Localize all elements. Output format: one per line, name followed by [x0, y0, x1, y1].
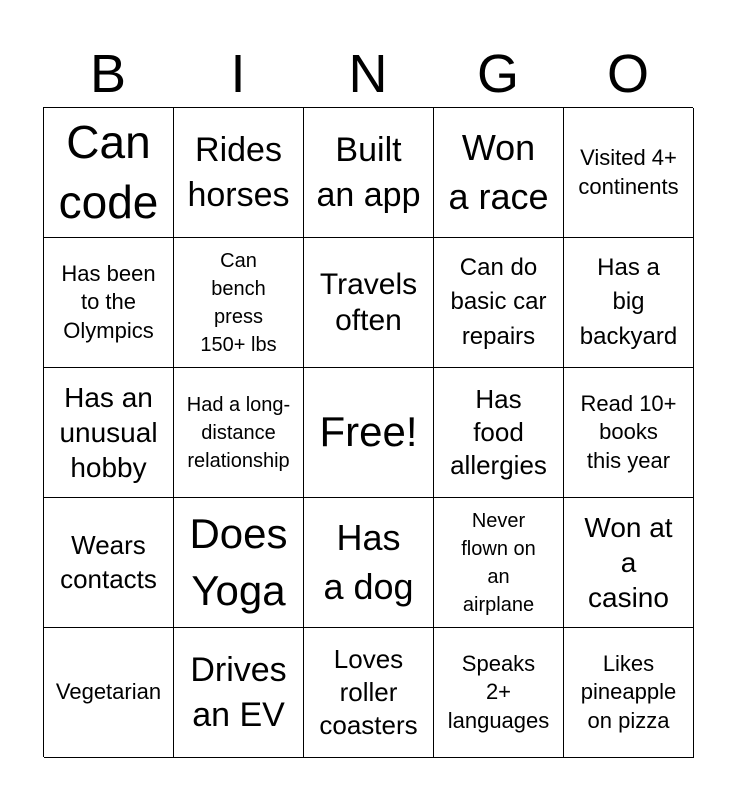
bingo-cell[interactable]: Vegetarian: [44, 628, 174, 758]
bingo-cell[interactable]: Has a dog: [304, 498, 434, 628]
bingo-cell[interactable]: Loves roller coasters: [304, 628, 434, 758]
header-letter-g: G: [476, 44, 519, 104]
bingo-board: [43, 107, 693, 757]
bingo-cell[interactable]: Does Yoga: [174, 498, 304, 628]
bingo-cell[interactable]: Visited 4+ continents: [564, 108, 694, 238]
bingo-cell[interactable]: Can do basic car repairs: [434, 238, 564, 368]
bingo-cell[interactable]: Read 10+ books this year: [564, 368, 694, 498]
header-letter-i: I: [230, 44, 246, 104]
bingo-cell[interactable]: Drives an EV: [174, 628, 304, 758]
header-letter-b: B: [89, 44, 127, 104]
bingo-cell[interactable]: Never flown on an airplane: [434, 498, 564, 628]
bingo-cell[interactable]: Wears contacts: [44, 498, 174, 628]
bingo-cell[interactable]: Has a big backyard: [564, 238, 694, 368]
bingo-cell[interactable]: Won at a casino: [564, 498, 694, 628]
bingo-cell[interactable]: Travels often: [304, 238, 434, 368]
bingo-cell[interactable]: Speaks 2+ languages: [434, 628, 564, 758]
bingo-cell[interactable]: Won a race: [434, 108, 564, 238]
bingo-cell[interactable]: Has food allergies: [434, 368, 564, 498]
bingo-cell[interactable]: Has an unusual hobby: [44, 368, 174, 498]
bingo-cell[interactable]: Can code: [44, 108, 174, 238]
bingo-cell[interactable]: Built an app: [304, 108, 434, 238]
header-letter-n: N: [348, 44, 388, 104]
bingo-cell[interactable]: Had a long- distance relationship: [174, 368, 304, 498]
bingo-cell[interactable]: Has been to the Olympics: [44, 238, 174, 368]
bingo-header: [43, 42, 693, 106]
bingo-cell[interactable]: Likes pineapple on pizza: [564, 628, 694, 758]
bingo-cell[interactable]: Rides horses: [174, 108, 304, 238]
bingo-cell[interactable]: Can bench press 150+ lbs: [174, 238, 304, 368]
header-letter-o: O: [606, 44, 649, 104]
free-space-cell[interactable]: Free!: [304, 368, 434, 498]
